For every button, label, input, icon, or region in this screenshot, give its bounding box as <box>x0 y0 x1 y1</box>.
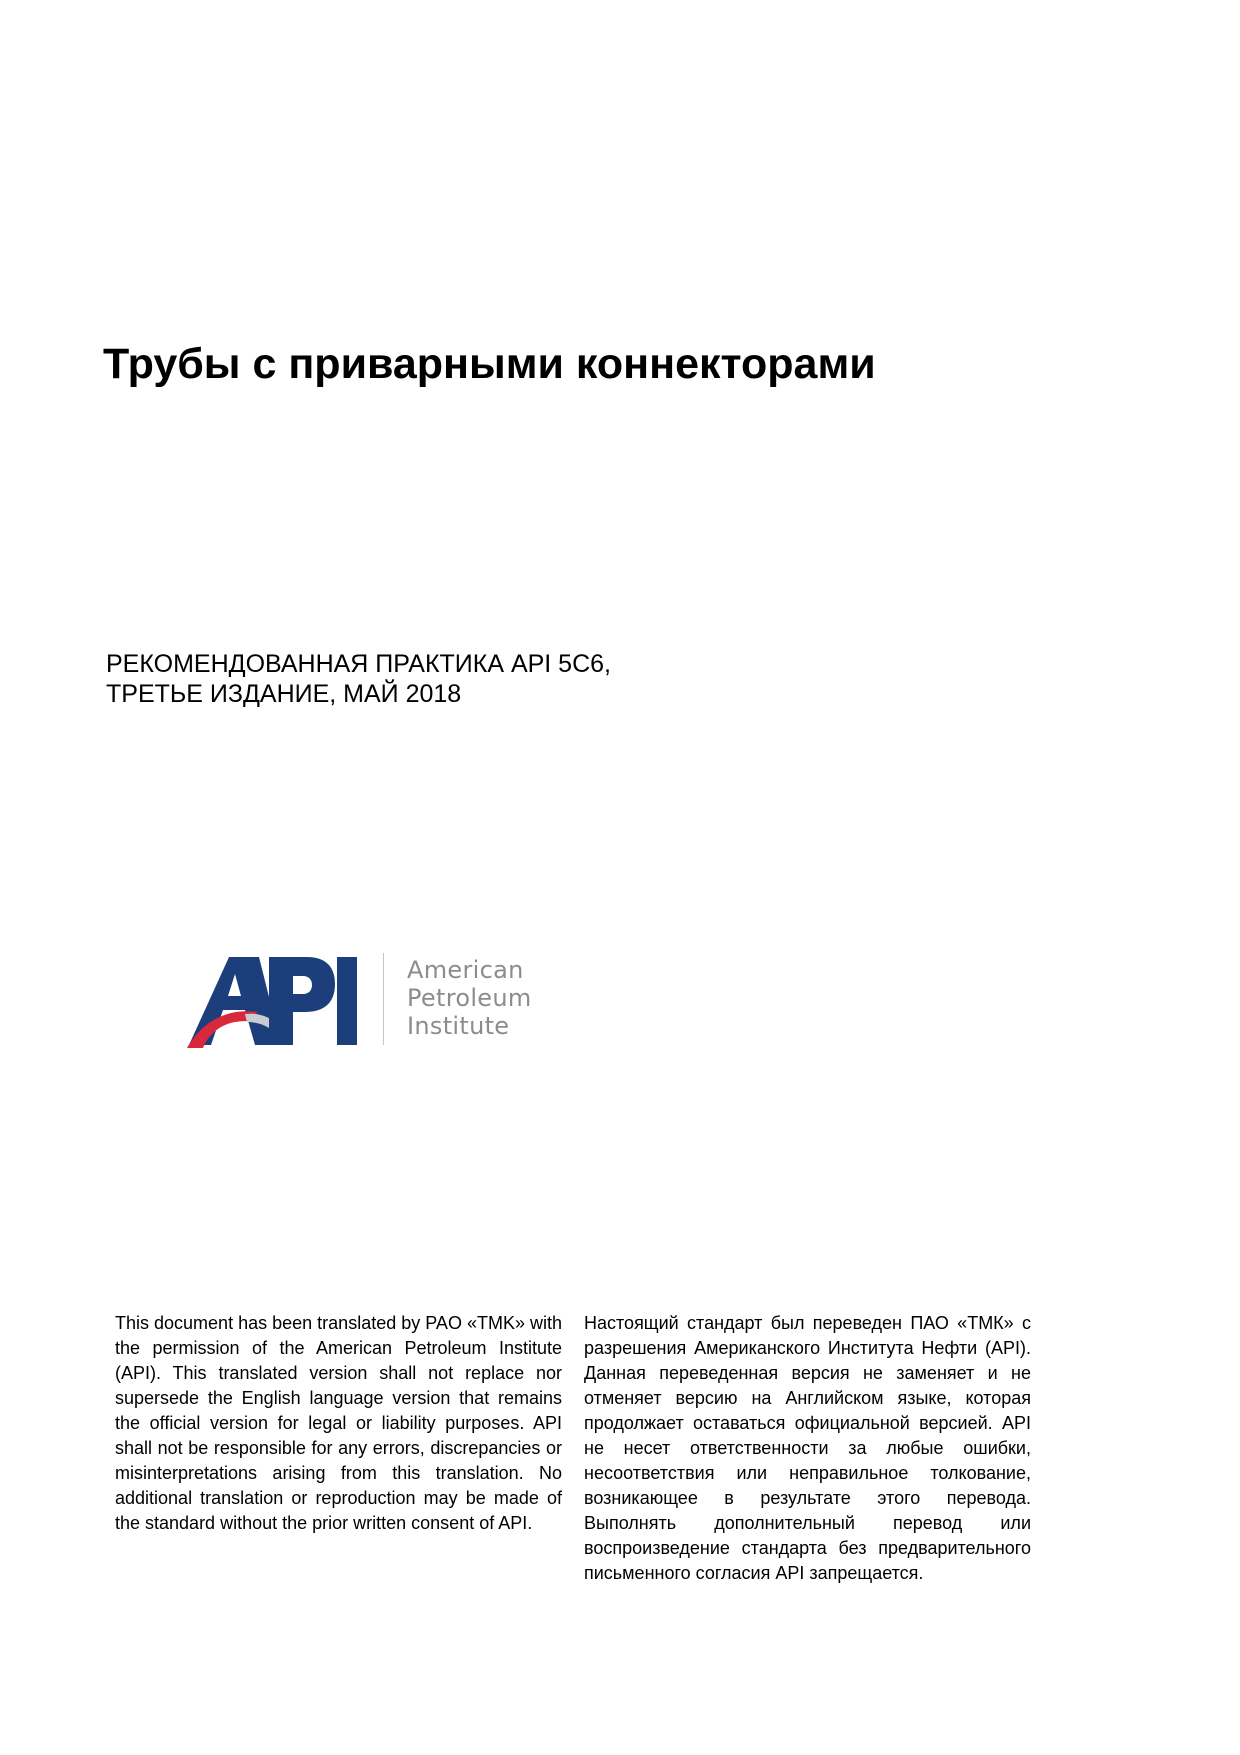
api-logo <box>185 950 535 1050</box>
translation-notice-russian: Настоящий стандарт был переведен ПАО «ТМК» с разрешения Американского Института Нефти (API). Данная переведенная версия не заменяет и не отменяет версию на Английском языке, которая продолжает оставаться официальной версией. API не несет ответственности за любые ошибки, несоответствия или неправильное толкование, возникающее в результате этого перевода. Выполнять дополнительный перевод или воспроизведение стандарта без предварительного письменного согласия API запрещается. <box>584 1313 1031 1583</box>
logo-name-line-2: Petroleum <box>407 984 532 1012</box>
logo-divider <box>383 953 384 1045</box>
document-title: Трубы с приварными коннекторами <box>103 340 876 388</box>
logo-name-line-1: American <box>407 956 524 984</box>
logo-name-line-3: Institute <box>407 1012 510 1040</box>
subtitle-line-1: РЕКОМЕНДОВАННАЯ ПРАКТИКА API 5C6, <box>106 650 611 678</box>
document-subtitle <box>106 649 611 709</box>
subtitle-line-2: ТРЕТЬЕ ИЗДАНИЕ, МАЙ 2018 <box>106 680 462 708</box>
logo-institute-name <box>407 956 532 1040</box>
api-logo-mark <box>185 950 360 1050</box>
logo-i-shape <box>337 957 357 1045</box>
translation-notice-english: This document has been translated by PAO «TMK» with the permission of the American Petroleum Institute (API). This translated version shall not replace nor supersede the English language version that remains the official version for legal or liability purposes. API shall not be responsible for any errors, discrepancies or misinterpretations arising from this translation. No additional translation or reproduction may be made of the standard without the prior written consent of API. <box>115 1313 562 1533</box>
logo-p-shape <box>269 957 335 1045</box>
